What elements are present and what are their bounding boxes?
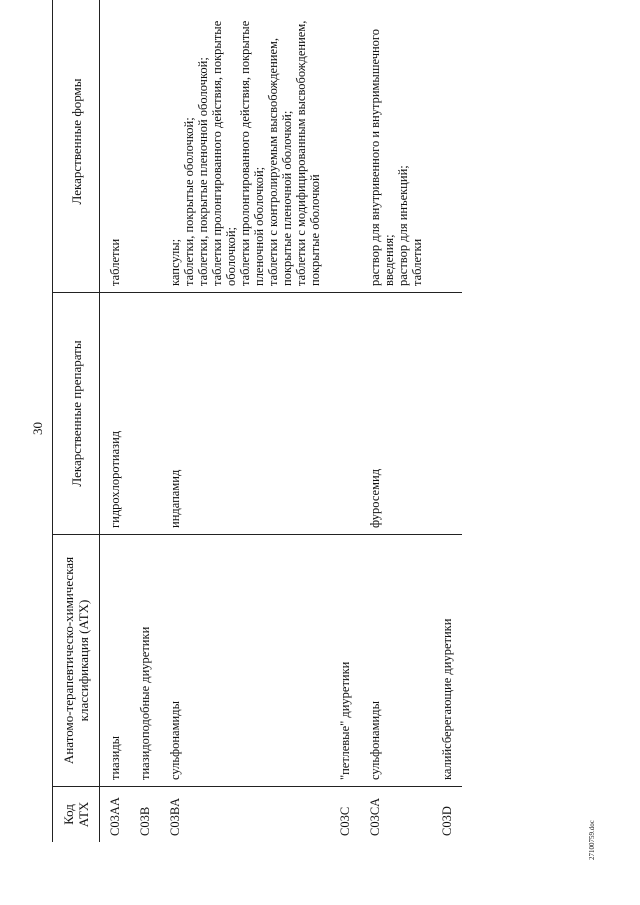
cell-drug [130,293,160,535]
form-item: таблетки, покрытые пленочной оболочкой; [196,57,210,286]
cell-classification: сульфонамиды [360,535,432,787]
cell-classification: "петлевые" диуретики [330,535,360,787]
form-item: таблетки с модифицированным высвобождением, покрытые оболочкой [294,20,322,286]
form-item: таблетки пролонгированного действия, покрытые пленочной оболочкой; [238,20,266,286]
cell-code: C03D [440,806,454,836]
form-item: таблетки пролонгированного действия, покрытые оболочкой; [210,20,238,286]
cell-drug: гидрохлоротиазид [100,293,131,535]
cell-forms [100,0,131,293]
cell-forms [160,0,330,293]
header-forms: Лекарственные формы [53,0,100,293]
cell-code: C03C [338,806,352,836]
table-row [130,0,160,842]
table-header-row [53,0,100,842]
header-drugs: Лекарственные препараты [53,293,100,535]
cell-drug: индапамид [160,293,330,535]
header-classification: Анатомо-терапевтическо-химическая классификация (АТХ) [53,535,100,787]
cell-code: C03BA [168,797,182,836]
form-item: раствор для инъекций; [396,165,410,286]
table-row [100,0,131,842]
cell-forms [330,0,360,293]
form-item: таблетки, покрытые оболочкой; [182,117,196,286]
atc-table [52,0,462,842]
cell-code: C03CA [368,797,382,836]
cell-forms [130,0,160,293]
form-item: раствор для внутривенного и внутримышечного введения; [368,29,396,286]
cell-classification: сульфонамиды [160,535,330,787]
cell-code: C03AA [108,797,122,836]
cell-forms [360,0,432,293]
cell-drug: фуросемид [360,293,432,535]
cell-classification: тиазиды [100,535,131,787]
table-row [360,0,432,842]
cell-drug [330,293,360,535]
page-number: 30 [30,422,45,435]
form-item: таблетки [108,238,122,286]
form-item: капсулы; [168,238,182,286]
cell-forms [432,0,462,293]
cell-classification: тиазидоподобные диуретики [130,535,160,787]
form-item: таблетки с контролируемым высвобождением, покрытые пленочной оболочкой; [266,37,294,286]
table-row [330,0,360,842]
form-item: таблетки [410,238,424,286]
cell-drug [432,293,462,535]
doc-code: 27100759.doc [588,820,596,860]
table-row [160,0,330,842]
table-row [432,0,462,842]
cell-classification: калийсберегающие диуретики [432,535,462,787]
header-code: Код АТХ [53,787,100,843]
cell-code: C03B [138,806,152,836]
